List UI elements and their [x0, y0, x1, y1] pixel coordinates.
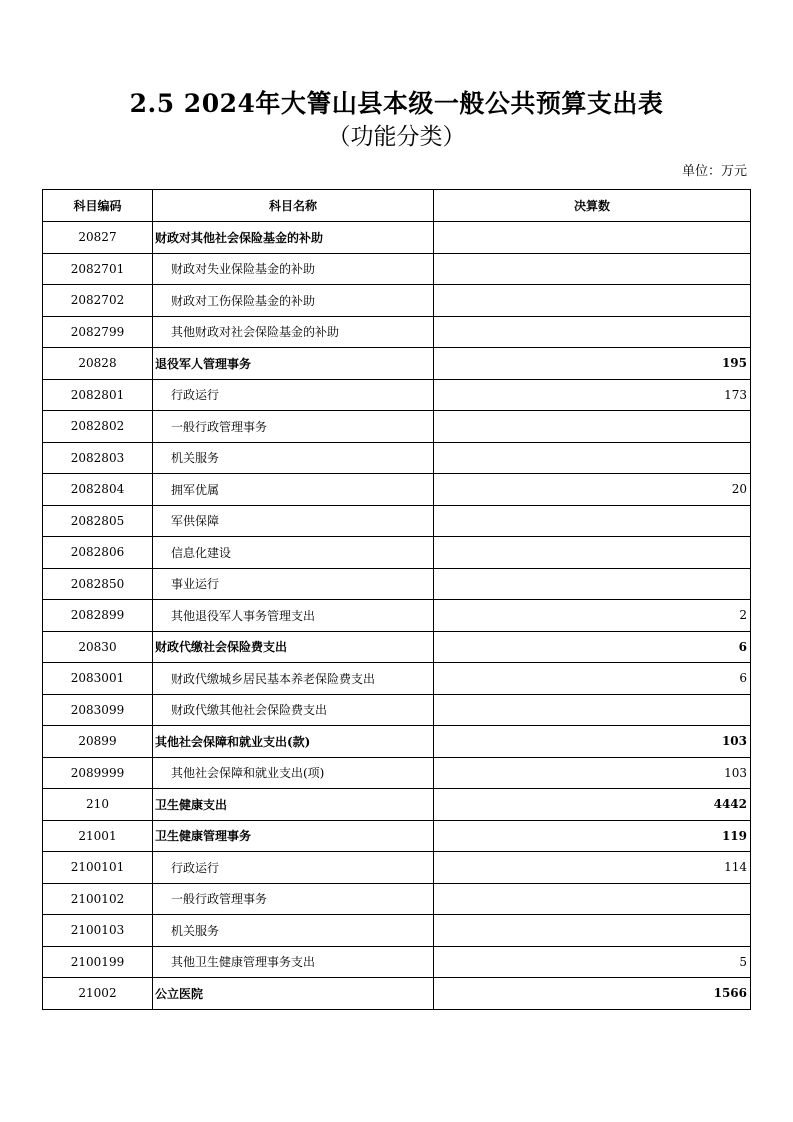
page-title: 2.5 2024年大箐山县本级一般公共预算支出表 [129, 89, 664, 118]
cell-amount [434, 883, 751, 915]
cell-amount: 5 [434, 946, 751, 978]
cell-amount [434, 915, 751, 947]
cell-name: 财政代缴其他社会保险费支出 [153, 694, 434, 726]
cell-amount [434, 285, 751, 317]
cell-code: 2083099 [43, 694, 153, 726]
cell-name: 行政运行 [153, 379, 434, 411]
cell-amount: 20 [434, 474, 751, 506]
cell-code: 2082701 [43, 253, 153, 285]
cell-code: 20830 [43, 631, 153, 663]
cell-name: 其他社会保障和就业支出(款) [153, 726, 434, 758]
table-row [43, 978, 751, 1010]
cell-code: 2082799 [43, 316, 153, 348]
cell-name: 其他财政对社会保险基金的补助 [153, 316, 434, 348]
cell-amount: 1566 [434, 978, 751, 1010]
cell-amount: 103 [434, 757, 751, 789]
cell-code: 2100199 [43, 946, 153, 978]
cell-name: 机关服务 [153, 915, 434, 947]
cell-name: 事业运行 [153, 568, 434, 600]
cell-amount: 195 [434, 348, 751, 380]
cell-code: 2083001 [43, 663, 153, 695]
cell-amount: 2 [434, 600, 751, 632]
table-body [43, 222, 751, 1010]
table-row [43, 348, 751, 380]
table-row [43, 411, 751, 443]
header-amount: 决算数 [434, 190, 751, 222]
table-row [43, 946, 751, 978]
cell-code: 2082803 [43, 442, 153, 474]
cell-name: 其他退役军人事务管理支出 [153, 600, 434, 632]
cell-name: 财政对工伤保险基金的补助 [153, 285, 434, 317]
cell-amount [434, 316, 751, 348]
cell-amount [434, 411, 751, 443]
cell-code: 2082802 [43, 411, 153, 443]
cell-amount [434, 253, 751, 285]
cell-code: 210 [43, 789, 153, 821]
cell-amount [434, 537, 751, 569]
cell-code: 21002 [43, 978, 153, 1010]
cell-code: 2100101 [43, 852, 153, 884]
cell-amount [434, 505, 751, 537]
cell-amount: 119 [434, 820, 751, 852]
cell-code: 2082702 [43, 285, 153, 317]
cell-name: 财政代缴社会保险费支出 [153, 631, 434, 663]
cell-name: 军供保障 [153, 505, 434, 537]
cell-code: 2100103 [43, 915, 153, 947]
cell-code: 2100102 [43, 883, 153, 915]
cell-amount: 114 [434, 852, 751, 884]
cell-name: 信息化建设 [153, 537, 434, 569]
cell-code: 2089999 [43, 757, 153, 789]
cell-name: 财政对失业保险基金的补助 [153, 253, 434, 285]
cell-name: 卫生健康管理事务 [153, 820, 434, 852]
cell-amount: 4442 [434, 789, 751, 821]
header-name: 科目名称 [153, 190, 434, 222]
table-row [43, 568, 751, 600]
cell-amount [434, 442, 751, 474]
table-row [43, 253, 751, 285]
cell-name: 机关服务 [153, 442, 434, 474]
cell-amount: 103 [434, 726, 751, 758]
cell-name: 其他社会保障和就业支出(项) [153, 757, 434, 789]
table-row [43, 505, 751, 537]
cell-code: 2082850 [43, 568, 153, 600]
table-row [43, 852, 751, 884]
table-row [43, 379, 751, 411]
table-row [43, 316, 751, 348]
cell-code: 2082801 [43, 379, 153, 411]
cell-name: 卫生健康支出 [153, 789, 434, 821]
table-row [43, 474, 751, 506]
table-row [43, 285, 751, 317]
budget-table [42, 189, 751, 1010]
cell-code: 21001 [43, 820, 153, 852]
table-row [43, 915, 751, 947]
table-row [43, 631, 751, 663]
cell-code: 2082806 [43, 537, 153, 569]
cell-amount: 6 [434, 631, 751, 663]
cell-name: 行政运行 [153, 852, 434, 884]
cell-name: 公立医院 [153, 978, 434, 1010]
table-row [43, 757, 751, 789]
cell-name: 一般行政管理事务 [153, 883, 434, 915]
table-row [43, 726, 751, 758]
table-row [43, 820, 751, 852]
cell-code: 20828 [43, 348, 153, 380]
cell-amount [434, 694, 751, 726]
cell-name: 财政代缴城乡居民基本养老保险费支出 [153, 663, 434, 695]
table-row [43, 600, 751, 632]
table-row [43, 222, 751, 254]
table-header-row [43, 190, 751, 222]
page-subtitle: （功能分类） [327, 124, 466, 150]
table-row [43, 663, 751, 695]
cell-name: 财政对其他社会保险基金的补助 [153, 222, 434, 254]
cell-code: 2082899 [43, 600, 153, 632]
cell-amount: 6 [434, 663, 751, 695]
cell-name: 一般行政管理事务 [153, 411, 434, 443]
table-row [43, 442, 751, 474]
cell-code: 2082805 [43, 505, 153, 537]
cell-amount: 173 [434, 379, 751, 411]
table-row [43, 537, 751, 569]
header-code: 科目编码 [43, 190, 153, 222]
table-row [43, 789, 751, 821]
cell-name: 退役军人管理事务 [153, 348, 434, 380]
cell-amount [434, 222, 751, 254]
table-row [43, 694, 751, 726]
cell-name: 拥军优属 [153, 474, 434, 506]
cell-name: 其他卫生健康管理事务支出 [153, 946, 434, 978]
table-row [43, 883, 751, 915]
cell-code: 2082804 [43, 474, 153, 506]
cell-code: 20827 [43, 222, 153, 254]
cell-code: 20899 [43, 726, 153, 758]
cell-amount [434, 568, 751, 600]
unit-label: 单位：万元 [681, 164, 747, 179]
